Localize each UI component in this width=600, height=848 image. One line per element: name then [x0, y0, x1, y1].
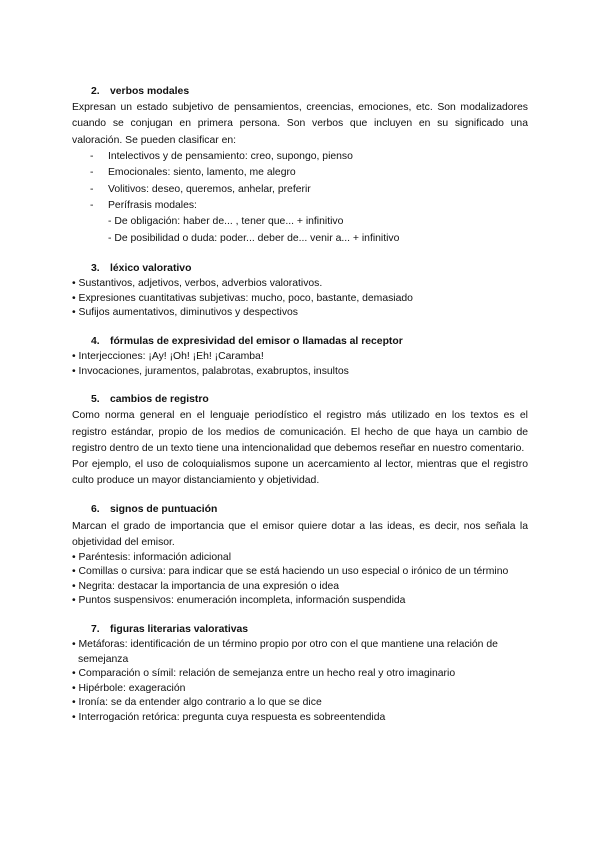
list-item: • Negrita: destacar la importancia de una expresión o idea	[72, 580, 340, 592]
list-item: • Sustantivos, adjetivos, verbos, adverbios valorativos.	[72, 278, 323, 290]
list-item: • Comillas o cursiva: para indicar que se está haciendo un uso especial o irónico de un término	[72, 566, 509, 578]
list-item: • Metáforas: identificación de un término propio por otro con el que mantiene una relación de semejanza	[72, 639, 498, 665]
section-paragraph: Marcan el grado de importancia que el emisor quiere dotar a las ideas, es decir, nos señala la objetividad del emisor.	[72, 520, 528, 548]
section-heading	[72, 502, 528, 518]
sub-item: - De posibilidad o duda: poder... deber de... venir a... + infinitivo	[108, 232, 400, 244]
list-item: - Volitivos: deseo, queremos, anhelar, preferir	[90, 183, 311, 195]
section-heading	[72, 622, 528, 638]
list-item: • Hipérbole: exageración	[72, 682, 186, 694]
section-signos-puntuacion	[72, 502, 528, 609]
list-item: • Interjecciones: ¡Ay! ¡Oh! ¡Eh! ¡Caramba!	[72, 351, 264, 363]
section-number: 7.	[91, 623, 100, 635]
section-number: 5.	[91, 394, 100, 406]
section-title: cambios de registro	[110, 394, 209, 406]
document-body	[72, 84, 528, 734]
list-item: • Expresiones cuantitativas subjetivas: mucho, poco, bastante, demasiado	[72, 292, 413, 304]
section-heading	[72, 392, 528, 408]
section-paragraph: Expresan un estado subjetivo de pensamientos, creencias, emociones, etc. Son modalizadores cuando se conjugan en primera persona. Son verbos que incluyen en su significado una valoración. Se pueden clasificar en:	[72, 102, 528, 146]
section-title: verbos modales	[110, 86, 190, 97]
list-item: • Puntos suspensivos: enumeración incompleta, información suspendida	[72, 595, 406, 607]
list-item: • Sufijos aumentativos, diminutivos y despectivos	[72, 307, 298, 319]
bullet-list	[72, 350, 528, 379]
section-title: léxico valorativo	[110, 263, 192, 275]
section-number: 3.	[91, 263, 100, 275]
section-number: 2.	[91, 86, 100, 97]
bullet-list	[72, 551, 528, 609]
section-title: figuras literarias valorativas	[110, 623, 249, 635]
list-item: • Paréntesis: información adicional	[72, 551, 232, 563]
section-verbos-modales	[72, 84, 528, 247]
list-item: - Intelectivos y de pensamiento: creo, supongo, pienso	[90, 150, 353, 162]
list-item: • Interrogación retórica: pregunta cuya respuesta es sobreentendida	[72, 711, 386, 723]
section-paragraph: Como norma general en el lenguaje periodístico el registro más utilizado en los textos es el registro estándar, propio de los medios de comunicación. El hecho de que haya un cambio de registro dentro de un texto tiene una intencionalidad que debemos reseñar en nuestro comentario.	[72, 410, 528, 454]
bullet-list	[72, 638, 528, 725]
sub-item: - De obligación: haber de... , tener que... + infinitivo	[108, 216, 344, 228]
section-title: fórmulas de expresividad del emisor o llamadas al receptor	[110, 335, 403, 347]
section-title: signos de puntuación	[110, 504, 218, 516]
list-item: • Invocaciones, juramentos, palabrotas, exabruptos, insultos	[72, 365, 349, 377]
section-number: 4.	[91, 335, 100, 347]
section-cambios-registro	[72, 392, 528, 489]
section-heading	[72, 261, 528, 277]
list-item: • Ironía: se da entender algo contrario a lo que se dice	[72, 697, 322, 709]
section-lexico-valorativo	[72, 261, 528, 321]
section-number: 6.	[91, 504, 100, 516]
list-item: - Perífrasis modales:	[90, 200, 197, 212]
section-heading	[72, 334, 528, 350]
dash-list	[72, 149, 528, 215]
section-formulas-expresividad	[72, 334, 528, 379]
section-heading	[72, 84, 528, 100]
section-paragraph: Por ejemplo, el uso de coloquialismos supone un acercamiento al lector, mientras que el registro culto produce un mayor distanciamiento y objetividad.	[72, 458, 528, 487]
section-figuras-literarias	[72, 622, 528, 725]
bullet-list	[72, 277, 528, 321]
list-item: • Comparación o símil: relación de semejanza entre un hecho real y otro imaginario	[72, 668, 456, 680]
list-item: - Emocionales: siento, lamento, me alegro	[90, 167, 296, 179]
